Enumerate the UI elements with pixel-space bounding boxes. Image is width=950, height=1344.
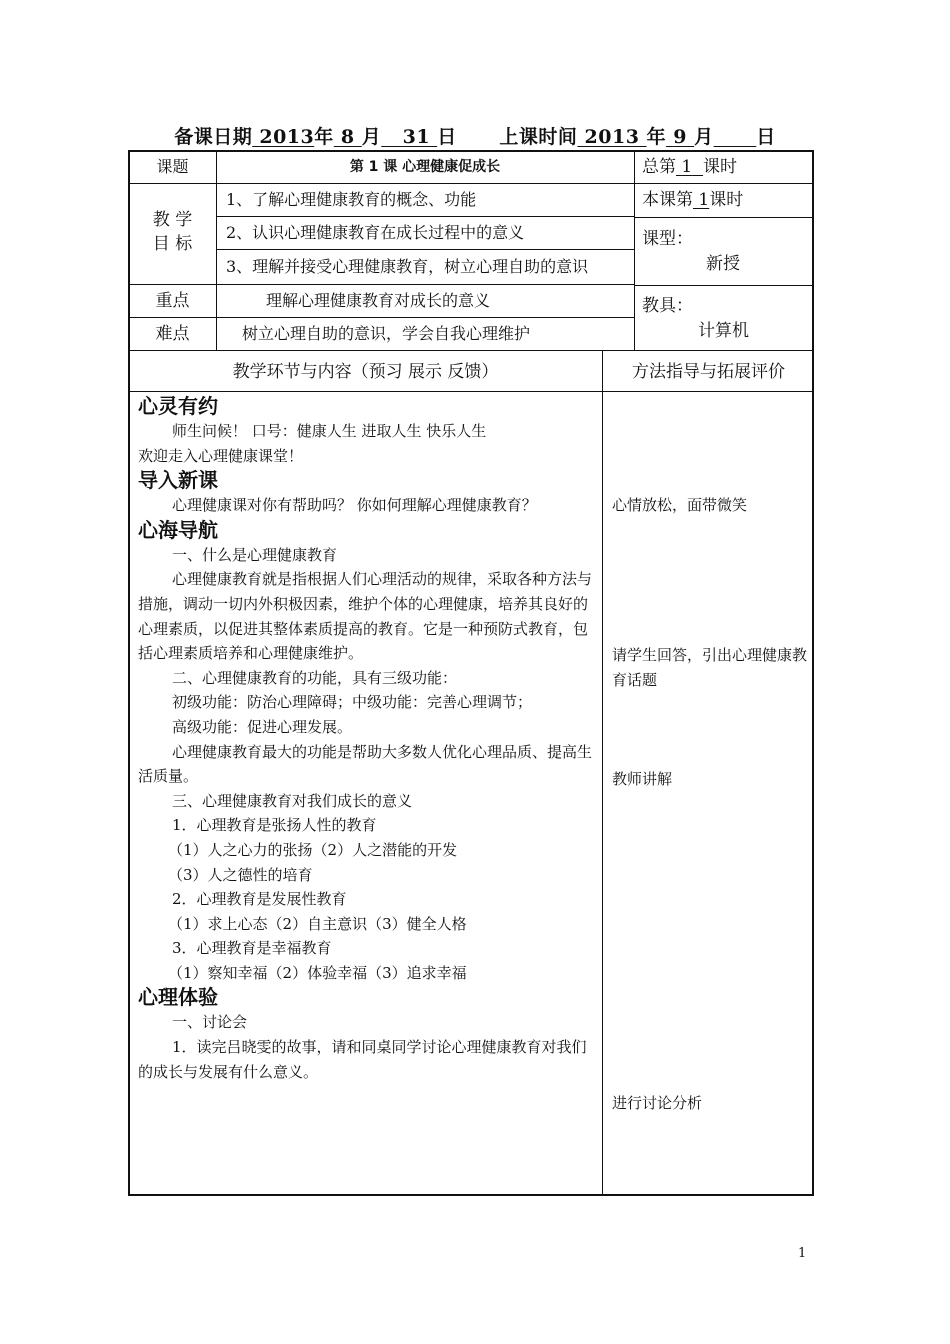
section-title: 心理体验 bbox=[138, 985, 218, 1010]
prep-month: 8 bbox=[340, 126, 355, 148]
paragraph: 心理健康课对你有帮助吗？ 你如何理解心理健康教育？ bbox=[172, 496, 537, 515]
total-lesson-count: 总第 1 课时 bbox=[642, 157, 738, 177]
teaching-note: 心情放松，面带微笑 bbox=[612, 496, 748, 514]
list-item: 2．心理教育是发展性教育 bbox=[172, 890, 347, 909]
class-date-label: 上课时间 bbox=[499, 126, 578, 148]
teaching-note: 教师讲解 bbox=[612, 770, 673, 788]
lesson-date-header: 备课日期 2013年 8 月 31 日 上课时间 2013 年 9 月 日 bbox=[174, 126, 776, 148]
objective-1: 1、了解心理健康教育的概念、功能 bbox=[226, 190, 477, 209]
lesson-type-value: 新授 bbox=[706, 254, 740, 274]
row-divider bbox=[216, 216, 634, 217]
row-divider bbox=[216, 249, 634, 250]
list-item: （1）人之心力的张扬（2）人之潜能的开发 bbox=[168, 840, 458, 859]
paragraph: 1．读完吕晓雯的故事，请和同桌同学讨论心理健康教育对我们的成长与发展有什么意义。 bbox=[138, 1038, 587, 1081]
column-divider bbox=[216, 151, 217, 350]
notes-column-header: 方法指导与拓展评价 bbox=[632, 362, 785, 382]
key-point-label: 重点 bbox=[155, 291, 190, 311]
list-item: （3）人之德性的培育 bbox=[168, 865, 313, 884]
list-item: （1）求上心态（2）自主意识（3）健全人格 bbox=[168, 914, 467, 933]
row-divider bbox=[129, 350, 814, 351]
row-divider bbox=[129, 391, 814, 392]
objective-2: 2、认识心理健康教育在成长过程中的意义 bbox=[226, 223, 525, 242]
section-title: 心海导航 bbox=[138, 517, 218, 542]
current-lesson-count: 本课第 1课时 bbox=[642, 190, 744, 210]
class-month: 9 bbox=[673, 126, 687, 148]
paragraph: 师生问候！ 口号：健康人生 进取人生 快乐人生 bbox=[172, 422, 487, 440]
section-title: 心灵有约 bbox=[138, 394, 218, 418]
subheading: 二、心理健康教育的功能，具有三级功能： bbox=[172, 668, 458, 687]
column-divider bbox=[634, 151, 635, 350]
teaching-note: 进行讨论分析 bbox=[612, 1094, 703, 1112]
paragraph: 心理健康教育就是指根据人们心理活动的规律，采取各种方法与措施，调动一切内外积极因素，维护个体的心理健康，培养其良好的心理素质，以促进其整体素质提高的教育。它是一种预防式教育，包括心理素质培养和心理健康维护。 bbox=[138, 570, 593, 663]
tools-label: 教具： bbox=[642, 296, 693, 316]
topic-label: 课题 bbox=[156, 157, 189, 176]
difficulty-label: 难点 bbox=[155, 324, 190, 344]
tools-value: 计算机 bbox=[698, 321, 749, 341]
lesson-content bbox=[138, 394, 600, 1084]
list-item: 3．心理教育是幸福教育 bbox=[172, 939, 332, 958]
paragraph: 心理健康教育最大的功能是帮助大多数人优化心理品质、提高生活质量。 bbox=[138, 742, 593, 786]
subheading: 一、什么是心理健康教育 bbox=[172, 545, 338, 564]
row-divider bbox=[129, 317, 634, 318]
row-divider bbox=[129, 284, 634, 285]
row-divider bbox=[129, 183, 814, 184]
paragraph: 高级功能：促进心理发展。 bbox=[172, 717, 353, 736]
subheading: 一、讨论会 bbox=[172, 1013, 248, 1032]
lesson-topic: 第 1 课 心理健康促成长 bbox=[349, 159, 501, 175]
prep-day: 31 bbox=[402, 126, 431, 148]
class-year: 2013 bbox=[584, 126, 640, 148]
section-title: 导入新课 bbox=[138, 468, 218, 493]
column-divider bbox=[602, 350, 603, 1195]
content-column-header: 教学环节与内容（预习 展示 反馈） bbox=[232, 362, 499, 382]
prep-year: 2013 bbox=[259, 126, 315, 148]
row-divider bbox=[634, 217, 814, 218]
paragraph: 初级功能：防治心理障碍；中级功能：完善心理调节； bbox=[172, 693, 533, 712]
list-item: 1．心理教育是张扬人性的教育 bbox=[172, 816, 377, 835]
objectives-label: 教 学 目 标 bbox=[152, 210, 193, 254]
prep-date-label: 备课日期 bbox=[174, 126, 253, 148]
paragraph: 欢迎走入心理健康课堂！ bbox=[138, 446, 304, 465]
objective-3: 3、理解并接受心理健康教育，树立心理自助的意识 bbox=[226, 257, 589, 276]
teaching-note: 请学生回答，引出心理健康教育话题 bbox=[612, 646, 808, 689]
lesson-type-label: 课型： bbox=[642, 229, 693, 249]
subheading: 三、心理健康教育对我们成长的意义 bbox=[172, 791, 413, 810]
list-item: （1）察知幸福（2）体验幸福（3）追求幸福 bbox=[168, 963, 467, 982]
key-point-value: 理解心理健康教育对成长的意义 bbox=[266, 291, 491, 310]
row-divider bbox=[634, 285, 814, 286]
difficulty-value: 树立心理自助的意识，学会自我心理维护 bbox=[242, 324, 531, 343]
page-number: 1 bbox=[798, 1246, 807, 1261]
